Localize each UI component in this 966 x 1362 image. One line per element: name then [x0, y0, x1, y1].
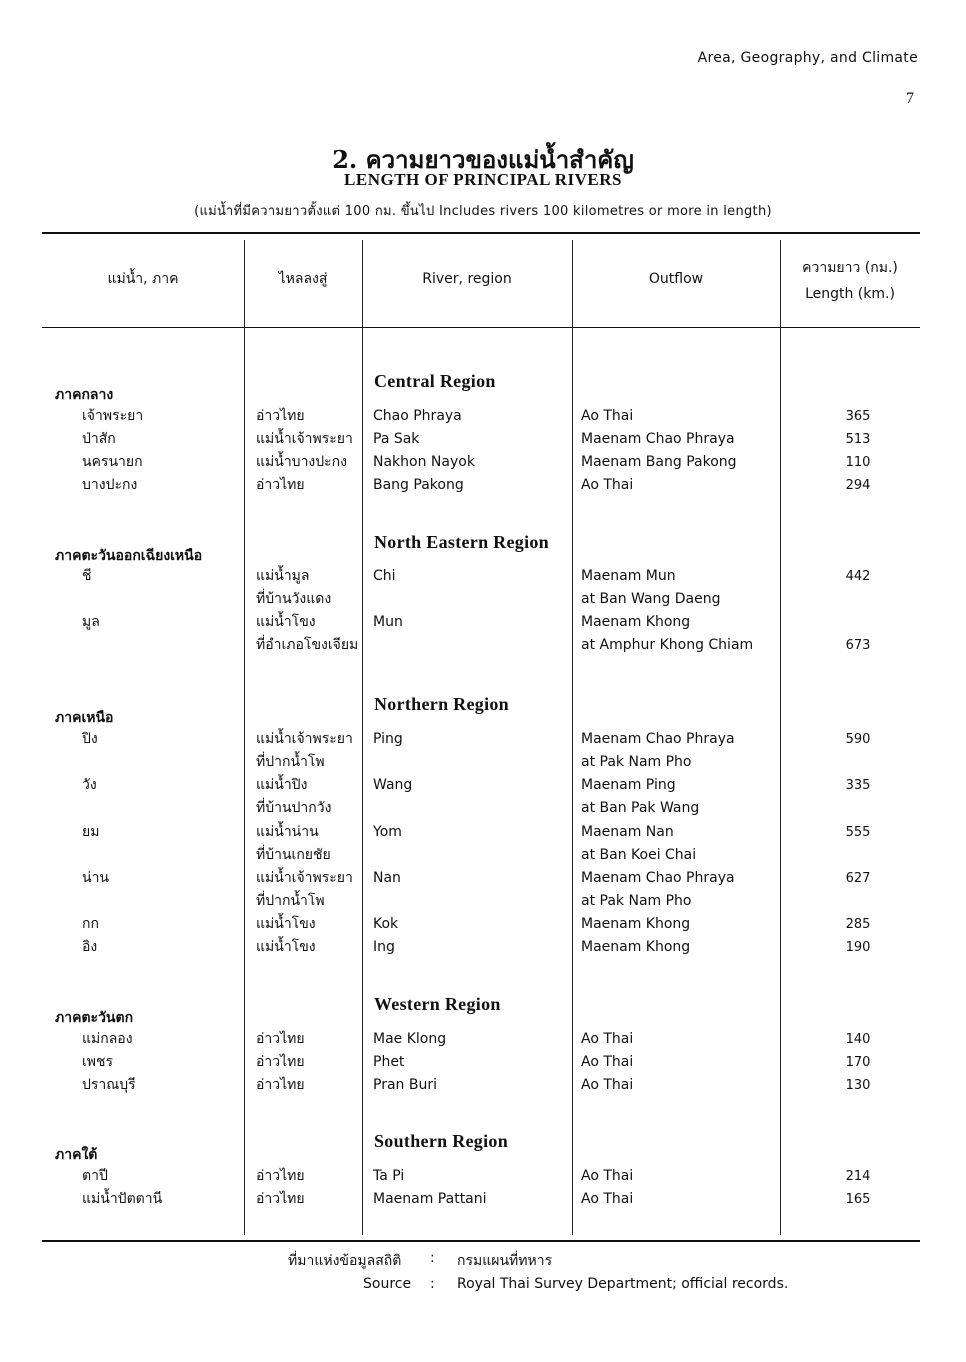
column-divider [244, 240, 245, 1235]
outflow-thai: อ่าวไทย [256, 1168, 305, 1184]
outflow-english: Maenam Khong [581, 916, 691, 932]
outflow-thai: แม่น้ำเจ้าพระยา [256, 870, 353, 886]
col-header-river-thai: แม่น้ำ, ภาค [107, 271, 179, 287]
outflow-english: at Ban Pak Wang [581, 800, 700, 817]
river-name-thai: ป่าสัก [82, 431, 116, 447]
source-en-colon: : [430, 1276, 435, 1292]
river-name-english: Mae Klong [373, 1031, 447, 1047]
outflow-english: Maenam Nan [581, 824, 674, 840]
outflow-english: at Amphur Khong Chiam [581, 637, 754, 654]
river-length: 442 [845, 569, 871, 584]
river-length: 590 [845, 732, 871, 747]
river-name-english: Pran Buri [373, 1077, 437, 1093]
river-name-english: Pa Sak [373, 431, 420, 447]
outflow-english: Maenam Chao Phraya [581, 731, 735, 747]
river-name-english: Maenam Pattani [373, 1191, 487, 1207]
outflow-english: Ao Thai [581, 1191, 634, 1207]
river-length: 285 [845, 917, 871, 932]
river-length: 190 [845, 940, 871, 955]
river-name-thai: แม่กลอง [82, 1031, 133, 1047]
river-name-thai: ตาปี [82, 1168, 108, 1184]
col-header-outflow-en: Outflow [648, 271, 704, 287]
col-header-length-en: Length (km.) [805, 286, 895, 302]
river-length: 555 [845, 825, 871, 840]
river-length: 365 [845, 409, 871, 424]
river-name-thai: แม่น้ำปัตตานี [82, 1191, 163, 1207]
river-name-thai: ปราณบุรี [82, 1077, 136, 1093]
region-name-thai: ภาคใต้ [55, 1147, 98, 1163]
outflow-english: Ao Thai [581, 477, 634, 493]
source-en-value: Royal Thai Survey Department; official records. [457, 1276, 789, 1292]
river-name-thai: กก [82, 916, 99, 932]
river-name-thai: เจ้าพระยา [82, 408, 144, 424]
outflow-english: Ao Thai [581, 408, 634, 424]
subtitle: (แม่น้ำที่มีความยาวตั้งแต่ 100 กม. ขึ้นไป Includes rivers 100 kilometres or more in length) [194, 204, 772, 219]
river-length: 627 [845, 871, 871, 886]
title-thai: 2. ความยาวของแม่น้ำสำคัญ [332, 145, 634, 174]
outflow-english: at Ban Koei Chai [581, 847, 697, 864]
col-header-length-thai: ความยาว (กม.) [802, 260, 898, 276]
river-name-thai: ปิง [82, 731, 98, 747]
outflow-thai: แม่น้ำโขง [256, 939, 316, 955]
source-thai-colon: : [430, 1250, 435, 1266]
river-name-thai: ชี [82, 568, 92, 584]
river-name-thai: บางปะกง [82, 477, 138, 493]
river-name-english: Mun [373, 614, 403, 630]
source-en-label: Source [363, 1276, 412, 1292]
river-name-english: Ping [373, 731, 403, 747]
outflow-english: Ao Thai [581, 1031, 634, 1047]
page-number: 7 [906, 90, 914, 107]
outflow-thai: ที่อำเภอโขงเจียม [256, 637, 359, 654]
river-length: 294 [845, 478, 871, 493]
river-length: 140 [845, 1032, 871, 1047]
outflow-thai: แม่น้ำโขง [256, 916, 316, 932]
region-name-thai: ภาคตะวันออกเฉียงเหนือ [55, 548, 203, 564]
outflow-thai: แม่น้ำโขง [256, 614, 316, 630]
river-length: 513 [845, 432, 871, 447]
river-name-thai: ยม [82, 824, 100, 840]
outflow-thai: ที่บ้านปากวัง [256, 800, 332, 817]
header-rule [42, 327, 920, 328]
river-length: 110 [845, 455, 871, 470]
river-length: 335 [845, 778, 871, 793]
region-name-english: Western Region [374, 994, 501, 1014]
river-name-english: Yom [373, 824, 402, 840]
river-name-thai: มูล [82, 614, 100, 630]
outflow-thai: อ่าวไทย [256, 408, 305, 424]
source-thai-label: ที่มาแห่งข้อมูลสถิติ [288, 1253, 402, 1269]
outflow-english: Maenam Khong [581, 939, 691, 955]
running-header: Area, Geography, and Climate [697, 50, 918, 66]
region-name-thai: ภาคกลาง [55, 387, 114, 403]
col-header-river-en: River, region [422, 271, 512, 287]
outflow-english: at Pak Nam Pho [581, 893, 692, 910]
outflow-thai: ที่บ้านวังแดง [256, 591, 332, 608]
outflow-thai: อ่าวไทย [256, 477, 305, 493]
outflow-thai: แม่น้ำเจ้าพระยา [256, 731, 353, 747]
river-name-thai: น่าน [82, 870, 110, 886]
outflow-thai: ที่ปากน้ำโพ [256, 893, 325, 910]
top-rule [42, 232, 920, 234]
river-name-thai: นครนายก [82, 454, 143, 470]
region-name-english: Central Region [374, 371, 496, 391]
river-name-thai: เพชร [82, 1054, 114, 1070]
outflow-english: Maenam Chao Phraya [581, 431, 735, 447]
river-name-english: Nakhon Nayok [373, 454, 475, 470]
region-name-thai: ภาคตะวันตก [55, 1010, 134, 1026]
outflow-english: Maenam Mun [581, 568, 676, 584]
outflow-thai: ที่บ้านเกยชัย [256, 847, 331, 864]
outflow-english: Ao Thai [581, 1168, 634, 1184]
outflow-english: Maenam Chao Phraya [581, 870, 735, 886]
river-name-english: Ta Pi [373, 1168, 405, 1184]
river-name-english: Chao Phraya [373, 408, 462, 424]
outflow-english: Maenam Khong [581, 614, 691, 630]
column-divider [362, 240, 363, 1235]
outflow-thai: อ่าวไทย [256, 1191, 305, 1207]
outflow-english: Ao Thai [581, 1077, 634, 1093]
outflow-thai: อ่าวไทย [256, 1031, 305, 1047]
river-name-english: Phet [373, 1054, 405, 1070]
river-name-english: Nan [373, 870, 401, 886]
outflow-english: Maenam Ping [581, 777, 676, 793]
col-header-outflow-thai: ไหลลงสู่ [278, 271, 328, 287]
river-name-english: Chi [373, 568, 396, 584]
outflow-english: Ao Thai [581, 1054, 634, 1070]
region-name-english: North Eastern Region [374, 532, 549, 552]
river-name-thai: อิง [82, 939, 98, 955]
outflow-thai: แม่น้ำปิง [256, 777, 308, 793]
outflow-thai: แม่น้ำน่าน [256, 824, 319, 840]
river-length: 165 [845, 1192, 871, 1207]
source-thai-value: กรมแผนที่ทหาร [457, 1253, 553, 1269]
river-length: 130 [845, 1078, 871, 1093]
outflow-thai: แม่น้ำเจ้าพระยา [256, 431, 353, 447]
river-name-english: Wang [373, 777, 413, 793]
outflow-thai: ที่ปากน้ำโพ [256, 754, 325, 771]
river-name-english: Kok [373, 916, 399, 932]
outflow-english: at Ban Wang Daeng [581, 591, 721, 608]
outflow-english: at Pak Nam Pho [581, 754, 692, 771]
river-name-english: Bang Pakong [373, 477, 464, 493]
column-divider [572, 240, 573, 1235]
outflow-english: Maenam Bang Pakong [581, 454, 737, 470]
outflow-thai: แม่น้ำบางปะกง [256, 454, 347, 470]
bottom-rule [42, 1240, 920, 1242]
river-length: 673 [845, 638, 871, 654]
title-english: LENGTH OF PRINCIPAL RIVERS [344, 170, 622, 189]
river-length: 214 [845, 1169, 871, 1184]
region-name-english: Northern Region [374, 694, 509, 714]
river-name-thai: วัง [82, 777, 97, 793]
outflow-thai: อ่าวไทย [256, 1077, 305, 1093]
river-name-english: Ing [373, 939, 395, 955]
outflow-thai: อ่าวไทย [256, 1054, 305, 1070]
region-name-thai: ภาคเหนือ [55, 710, 114, 726]
river-length: 170 [845, 1055, 871, 1070]
column-divider [780, 240, 781, 1235]
region-name-english: Southern Region [374, 1131, 509, 1151]
outflow-thai: แม่น้ำมูล [256, 568, 310, 584]
